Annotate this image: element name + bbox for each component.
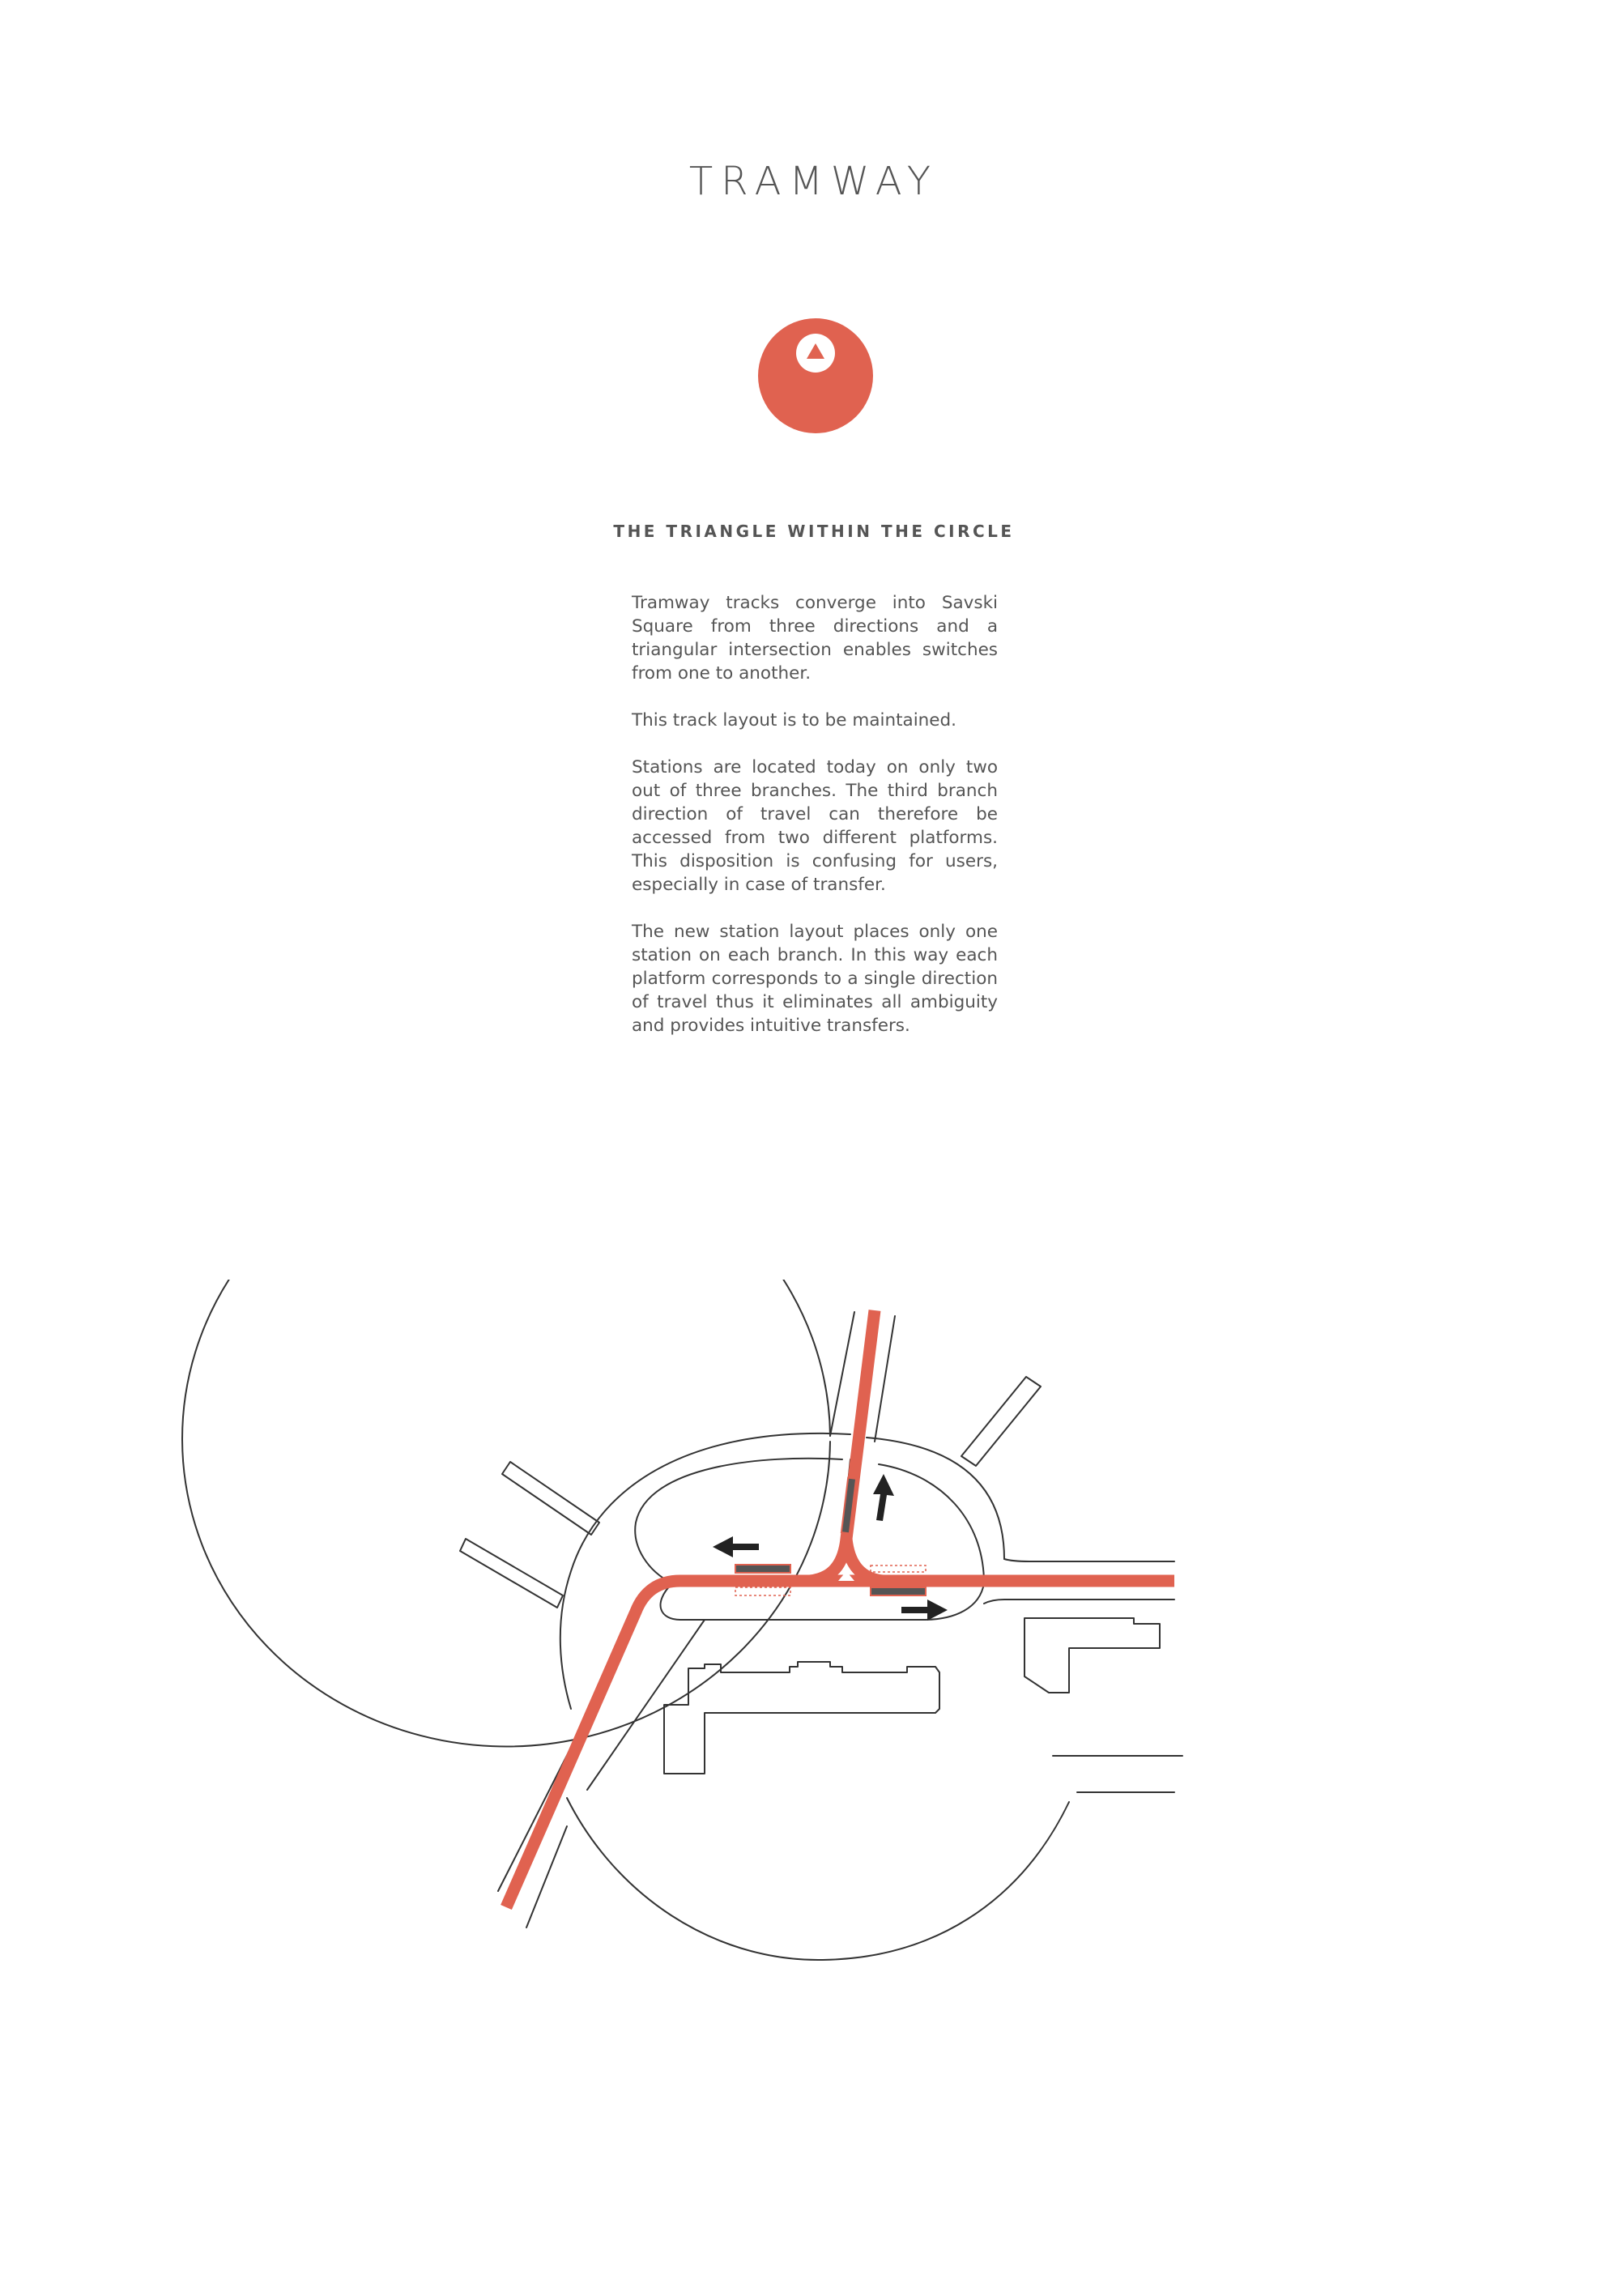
paragraph-current-stations: Stations are located today on only two out of three branches. The third branch direction of travel can therefore be accessed from two different platforms. This disposition is confusing for users, especially in case of transfer. [632,757,998,895]
arrow-up-icon [873,1474,894,1521]
square-ring-lower-arc [567,1798,1069,1960]
northwest-spoke [502,1462,599,1535]
tram-track-north-east-curve [846,1539,883,1581]
platform-east [871,1587,926,1595]
building-center [664,1662,939,1774]
page-title: TRAMWAY [688,159,939,204]
east-road-top-edge [1004,1559,1174,1561]
former-platform-west [735,1587,790,1595]
north-road-left-edge [830,1312,854,1436]
west-spoke [460,1539,563,1608]
circle-with-triangle-icon [758,318,873,433]
square-outer-edge [182,1280,830,1747]
paragraph-new-layout: The new station layout places only one station on each branch. In this way each platform corresponds to a single direction of travel thus it eliminates all ambiguity and provides intuitive transfers. [632,922,998,1036]
former-platform-east [871,1565,926,1572]
description-text [632,591,998,1061]
east-road-bottom-edge [984,1600,1174,1604]
paragraph-maintained: This track layout is to be maintained. [632,710,957,731]
tramway-intersection-diagram [0,1280,1623,1992]
building-east [1024,1618,1160,1693]
section-subtitle: THE TRIANGLE WITHIN THE CIRCLE [613,522,1015,541]
arrow-left-icon [713,1536,759,1557]
inner-island [635,1459,984,1620]
paragraph-intro: Tramway tracks converge into Savski Square from three directions and a triangular intersection enables switches from one to another. [632,593,998,684]
platform-west [735,1565,790,1573]
arrow-right-icon [901,1600,948,1621]
northeast-spoke [961,1377,1041,1466]
